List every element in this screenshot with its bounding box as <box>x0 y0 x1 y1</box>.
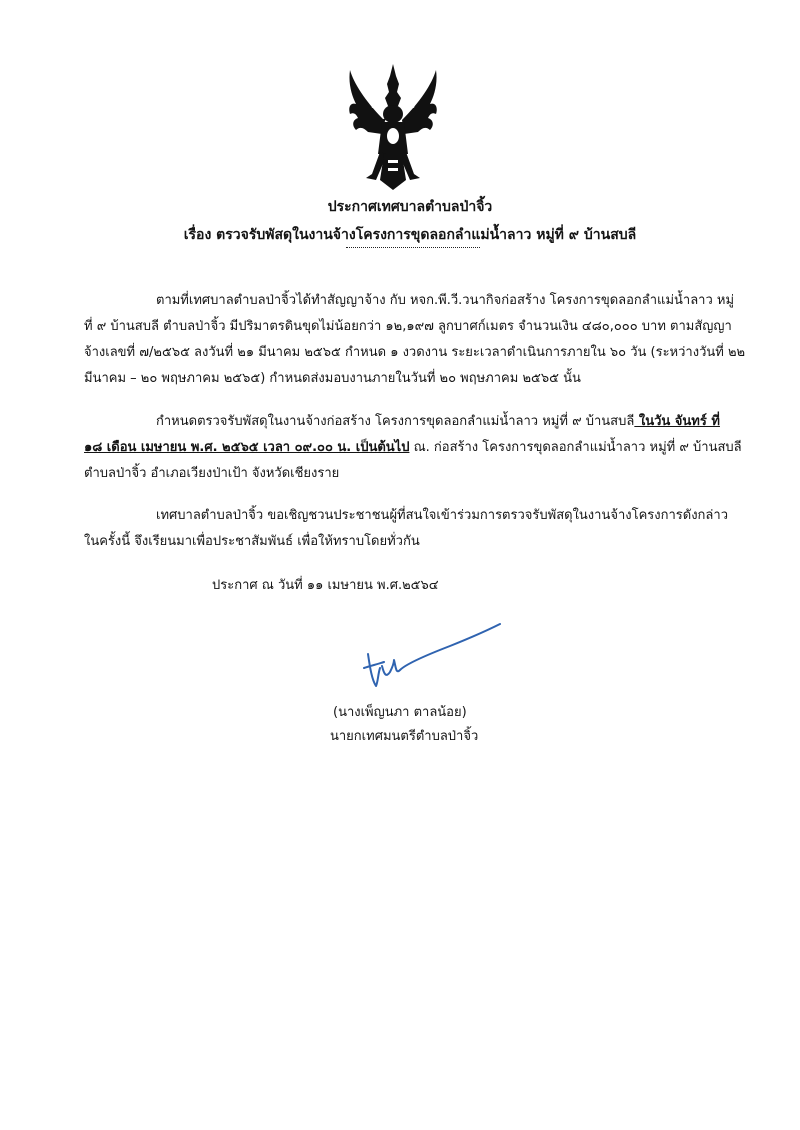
announcement-date: ประกาศ ณ วันที่ ๑๑ เมษายน พ.ศ.๒๕๖๔ <box>212 578 439 593</box>
announcement-title: ประกาศเทศบาลตำบลป่าจิ้ว <box>327 199 493 215</box>
paragraph-2-text: กำหนดตรวจรับพัสดุในงานจ้างก่อสร้าง โครงการขุดลอกลำแม่น้ำลาว หมู่ที่ ๙ บ้านสบลี <box>156 414 635 429</box>
signatory-position: นายกเทศมนตรีตำบลป่าจิ้ว <box>330 729 479 744</box>
paragraph-1-line: ตามที่เทศบาลตำบลป่าจิ้วได้ทำสัญญาจ้าง กับ หจก.พี.วี.วนากิจก่อสร้าง โครงการขุดลอกลำแม่น้ำลาว หมู่ <box>156 293 735 308</box>
signatory-name: (นางเพ็ญนภา ตาลน้อย) <box>333 705 467 720</box>
handwritten-signature-icon <box>360 612 510 692</box>
paragraph-2-line <box>156 413 720 431</box>
paragraph-1-line: จ้างเลขที่ ๗/๒๕๖๕ ลงวันที่ ๒๑ มีนาคม ๒๕๖๕ กำหนด ๑ งวดงาน ระยะเวลาดำเนินการภายใน ๖๐ วัน (ระหว่างวันที่ ๒๒ <box>84 345 746 360</box>
paragraph-2-line: ตำบลป่าจิ้ว อำเภอเวียงป่าเป้า จังหวัดเชียงราย <box>84 466 340 481</box>
garuda-emblem-icon <box>346 62 440 192</box>
paragraph-3-line: เทศบาลตำบลป่าจิ้ว ขอเชิญชวนประชาชนผู้ที่สนใจเข้าร่วมการตรวจรับพัสดุในงานจ้างโครงการดังกล่าว <box>156 508 728 523</box>
title-divider <box>346 247 480 248</box>
paragraph-2-text: ณ. ก่อสร้าง โครงการขุดลอกลำแม่น้ำลาว หมู่ที่ ๙ บ้านสบลี <box>409 440 742 455</box>
inspection-date-emphasis: ๑๘ เดือน เมษายน พ.ศ. ๒๕๖๕ เวลา ๐๙.๐๐ น. เป็นต้นไป <box>84 440 410 455</box>
announcement-subject: เรื่อง ตรวจรับพัสดุในงานจ้างโครงการขุดลอกลำแม่น้ำลาว หมู่ที่ ๙ บ้านสบลี <box>183 227 637 243</box>
inspection-day-emphasis: ในวัน จันทร์ ที่ <box>634 414 720 429</box>
paragraph-3-line: ในครั้งนี้ จึงเรียนมาเพื่อประชาสัมพันธ์ เพื่อให้ทราบโดยทั่วกัน <box>84 534 420 549</box>
paragraph-2-line <box>84 439 742 457</box>
paragraph-1-line: ที่ ๙ บ้านสบลี ตำบลป่าจิ้ว มีปริมาตรดินขุดไม่น้อยกว่า ๑๒,๑๙๗ ลูกบาศก์เมตร จำนวนเงิน ๔๘๐,๐๐๐ บาท ตามสัญญา <box>84 319 732 334</box>
paragraph-1-line: มีนาคม – ๒๐ พฤษภาคม ๒๕๖๕) กำหนดส่งมอบงานภายในวันที่ ๒๐ พฤษภาคม ๒๕๖๕ นั้น <box>84 371 581 386</box>
